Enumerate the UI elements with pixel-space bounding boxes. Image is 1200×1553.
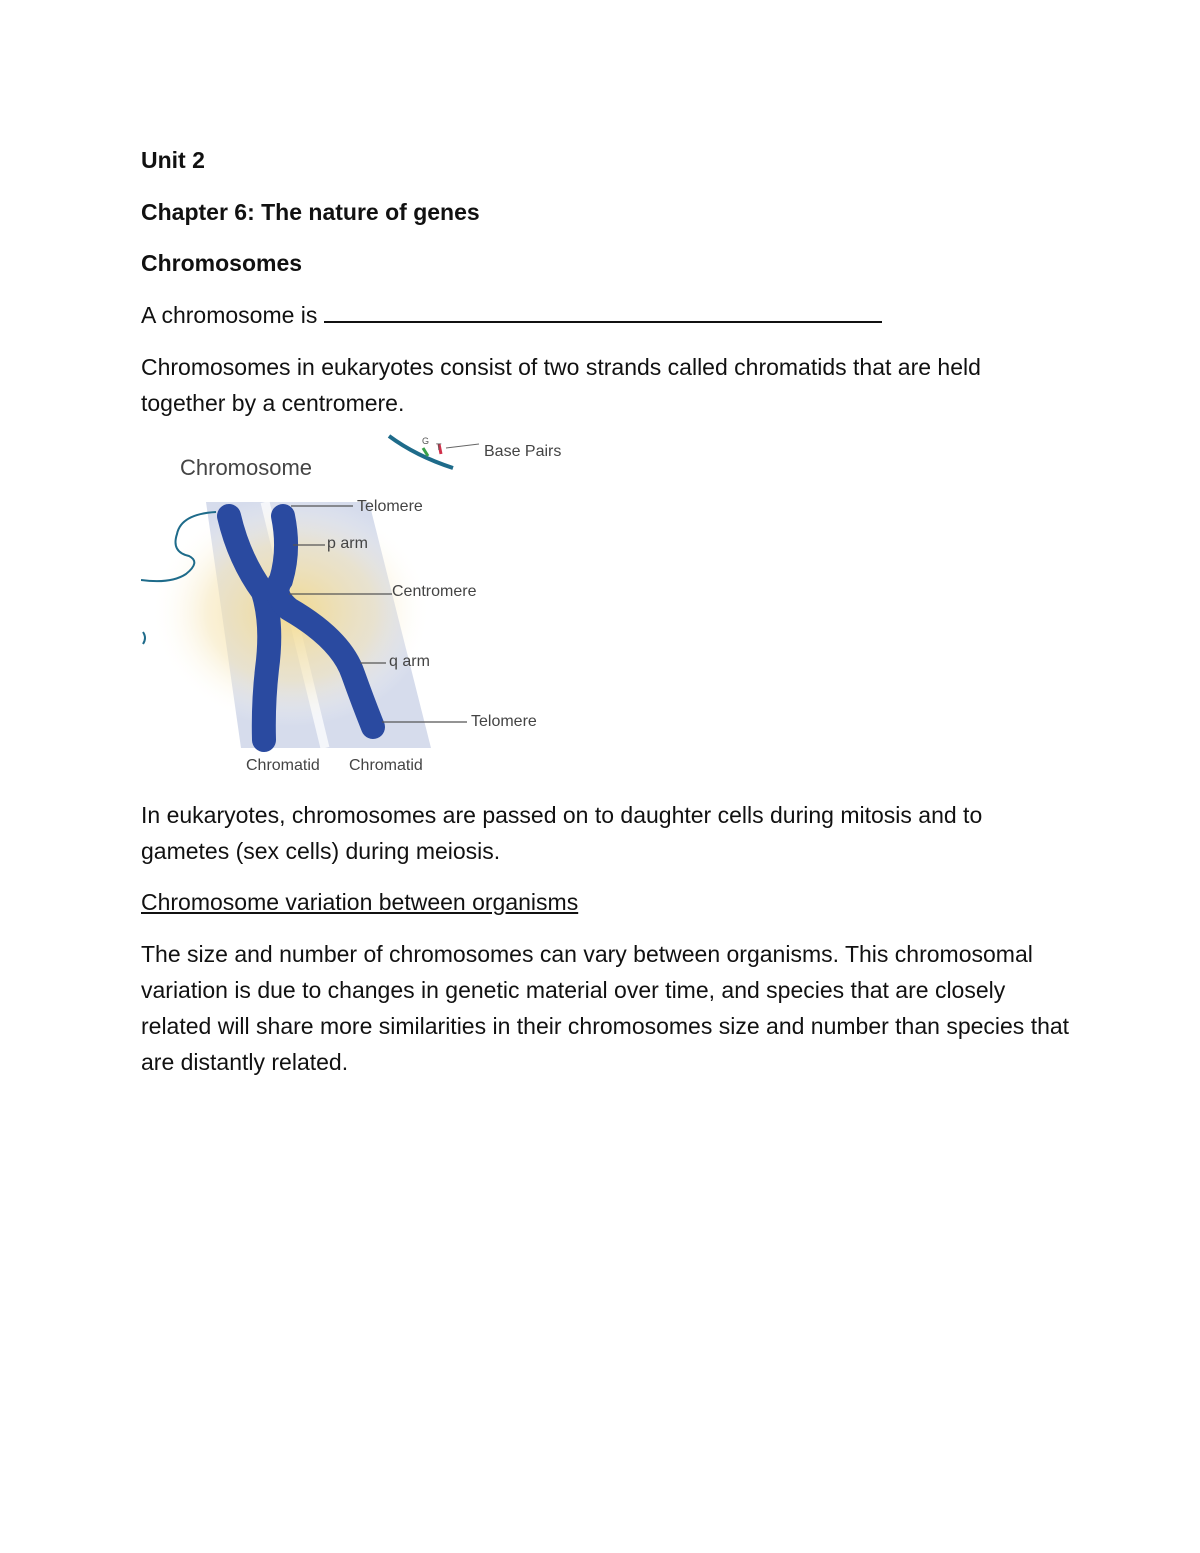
definition-line xyxy=(141,297,882,333)
q-arm-label: q arm xyxy=(389,653,430,670)
unit-heading: Unit 2 xyxy=(141,147,205,173)
chromosome-diagram xyxy=(141,434,566,780)
definition-blank xyxy=(324,303,882,323)
definition-prompt: A chromosome is xyxy=(141,302,318,328)
section-heading: Chromosomes xyxy=(141,250,303,276)
subheading-variation: Chromosome variation between organisms xyxy=(141,889,579,915)
chromatid-left-label: Chromatid xyxy=(246,757,320,774)
base-t-label: T xyxy=(436,442,442,452)
p-arm-label: p arm xyxy=(327,535,368,552)
telomere-top-label: Telomere xyxy=(357,498,423,515)
base-g-label: G xyxy=(422,436,430,446)
dna-fragment xyxy=(389,436,561,468)
diagram-title: Chromosome xyxy=(180,455,313,480)
paragraph-chromatids: Chromosomes in eukaryotes consist of two strands called chromatids that are held together by a centromere. xyxy=(141,354,981,416)
telomere-bottom-label: Telomere xyxy=(471,713,537,730)
chromatid-right-label: Chromatid xyxy=(349,757,423,774)
chapter-heading: Chapter 6: The nature of genes xyxy=(141,199,480,225)
centromere-label: Centromere xyxy=(392,583,477,600)
base-pairs-label: Base Pairs xyxy=(484,443,562,460)
paragraph-variation: The size and number of chromosomes can vary between organisms. This chromosomal variation is due to changes in genetic material over time, and species that are closely related will share more similarities in their chromosomes size and number than species that are distantly related. xyxy=(141,941,1070,1075)
paragraph-cell-division: In eukaryotes, chromosomes are passed on to daughter cells during mitosis and to gametes (sex cells) during meiosis. xyxy=(141,802,983,864)
